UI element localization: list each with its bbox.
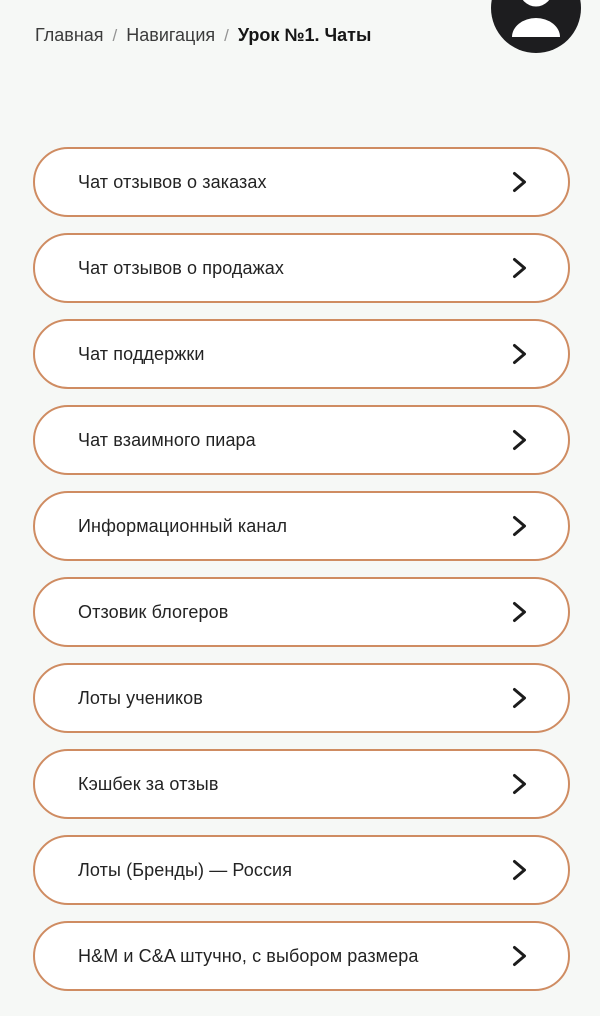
breadcrumb-separator: / <box>112 26 118 45</box>
chat-list <box>33 147 570 991</box>
chat-list-item[interactable] <box>33 577 570 647</box>
chevron-right-icon <box>511 859 528 881</box>
chevron-right-icon <box>511 773 528 795</box>
breadcrumb-item-current-lesson: Урок №1. Чаты <box>237 25 372 45</box>
chat-item-label: Чат отзывов о заказах <box>78 171 267 192</box>
chat-list-item[interactable] <box>33 233 570 303</box>
chat-item-label: H&M и C&A штучно, с выбором размера <box>78 945 419 966</box>
chat-list-item[interactable] <box>33 147 570 217</box>
chat-list-item[interactable] <box>33 319 570 389</box>
profile-avatar-button[interactable] <box>491 0 581 53</box>
chat-list-item[interactable] <box>33 749 570 819</box>
chat-item-label: Информационный канал <box>78 515 288 536</box>
chevron-right-icon <box>511 343 528 365</box>
chat-item-label: Отзовик блогеров <box>78 601 229 622</box>
chevron-right-icon <box>511 687 528 709</box>
person-icon <box>491 0 581 53</box>
chat-item-label: Кэшбек за отзыв <box>78 773 219 794</box>
chevron-right-icon <box>511 601 528 623</box>
chat-list-item[interactable] <box>33 663 570 733</box>
chat-list-item[interactable] <box>33 921 570 991</box>
breadcrumb <box>35 23 371 48</box>
chat-item-label: Чат отзывов о продажах <box>78 257 284 278</box>
breadcrumb-separator: / <box>224 26 229 45</box>
chevron-right-icon <box>511 945 528 967</box>
chat-list-item[interactable] <box>33 405 570 475</box>
chat-item-label: Чат взаимного пиара <box>78 429 256 450</box>
chat-item-label: Лоты (Бренды) — Россия <box>78 859 293 880</box>
chevron-right-icon <box>511 515 528 537</box>
chat-item-label: Чат поддержки <box>78 343 205 364</box>
chevron-right-icon <box>511 171 528 193</box>
chat-item-label: Лоты учеников <box>78 687 203 708</box>
chat-list-item[interactable] <box>33 491 570 561</box>
chevron-right-icon <box>511 429 528 451</box>
breadcrumb-item-home[interactable]: Главная <box>35 25 104 45</box>
chat-list-item[interactable] <box>33 835 570 905</box>
chevron-right-icon <box>511 257 528 279</box>
breadcrumb-item-navigation[interactable]: Навигация <box>126 25 216 45</box>
